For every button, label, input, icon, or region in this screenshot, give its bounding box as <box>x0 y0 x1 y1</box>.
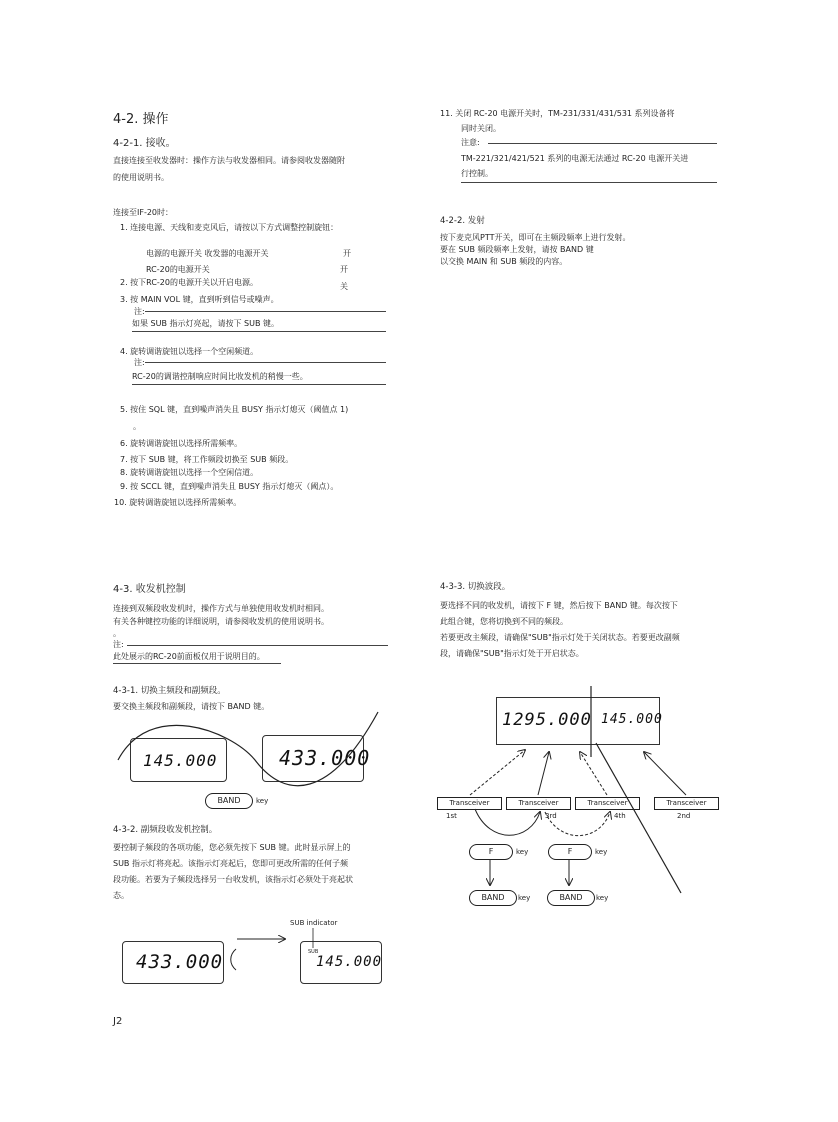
note-label: 注: <box>113 640 124 649</box>
note-text: 行控制。 <box>461 169 493 178</box>
paragraph-line: 要控制子频段的各项功能，您必须先按下 SUB 键。此时显示屏上的 <box>113 843 351 852</box>
frequency-readout: 1295.000 <box>502 710 592 730</box>
note-text: TM-221/321/421/521 系列的电源无法通过 RC-20 电源开关进 <box>461 154 689 163</box>
note-text: 此处展示的RC-20前面板仅用于说明目的。 <box>113 652 265 661</box>
page-number: J2 <box>113 1016 123 1027</box>
table-row-value: 开 <box>340 265 348 274</box>
table-row-value: 关 <box>340 282 348 291</box>
table-row-value: 开 <box>343 249 351 258</box>
arrow-line <box>644 752 686 795</box>
cycle-arrow <box>545 812 610 836</box>
step-4: 4. 旋转调谐旋钮以选择一个空闲频道。 <box>120 347 259 356</box>
step-8: 8. 旋转调谐旋钮以选择一个空闲信道。 <box>120 468 259 477</box>
frequency-readout: 433.000 <box>279 746 371 770</box>
order-label: 4th <box>614 812 626 820</box>
bracket-curve <box>231 949 236 970</box>
paragraph-line: 直接连接至收发器时：操作方法与收发器相同。请参阅收发器随附 <box>113 156 345 165</box>
paragraph-line: 按下麦克风PTT开关，即可在主频段频率上进行发射。 <box>440 233 631 242</box>
note-label: 注: <box>134 358 145 367</box>
key-label: key <box>518 894 531 902</box>
note-label: 注: <box>134 307 145 316</box>
arrow-line <box>470 750 525 795</box>
paragraph-line: SUB 指示灯将亮起。该指示灯亮起后，您即可更改所需的任何子频 <box>113 859 348 868</box>
key-label: key <box>596 894 609 902</box>
transceiver-box: Transceiver <box>654 797 719 810</box>
paragraph-line: 的使用说明书。 <box>113 173 169 182</box>
band-key[interactable]: BAND <box>547 890 595 906</box>
arrow-line <box>580 752 607 795</box>
paragraph-line: 段功能。若要为子频段选择另一台收发机，该指示灯必须处于亮起状 <box>113 875 353 884</box>
transceiver-box: Transceiver <box>437 797 502 810</box>
step-5: 5. 按住 SQL 键，直到噪声消失且 BUSY 指示灯熄灭（阈值点 1) <box>120 405 349 414</box>
table-row-label: 电源的电源开关 收发器的电源开关 <box>146 249 269 258</box>
step-7: 7. 按下 SUB 键，将工作频段切换至 SUB 频段。 <box>120 455 294 464</box>
step-5-cont: 。 <box>133 422 141 431</box>
key-label: key <box>256 797 269 805</box>
if20-heading: 连接至IF-20时： <box>113 208 174 217</box>
section-4-2-title: 4-2. 操作 <box>113 112 169 127</box>
section-4-3-1-title: 4-3-1. 切换主频段和副频段。 <box>113 686 226 696</box>
paragraph-line: 态。 <box>113 891 129 900</box>
section-4-3-3-title: 4-3-3. 切换波段。 <box>440 582 511 592</box>
table-row-label: RC-20的电源开关 <box>146 265 210 274</box>
paragraph-line: 连接到双频段收发机时，操作方式与单独使用收发机时相同。 <box>113 604 329 613</box>
note-label: 注意: <box>461 138 480 147</box>
item-11: 11. 关闭 RC-20 电源开关时，TM-231/331/431/531 系列设备将 <box>440 109 675 118</box>
f-key[interactable]: F <box>548 844 592 860</box>
frequency-readout: 433.000 <box>136 951 224 973</box>
paragraph-line: 要在 SUB 频段频率上发射，请按 BAND 键 <box>440 245 594 254</box>
section-4-2-1-title: 4-2-1. 接收。 <box>113 138 176 149</box>
section-4-3-title: 4-3. 收发机控制 <box>113 584 186 595</box>
transceiver-box: Transceiver <box>575 797 640 810</box>
sub-indicator-mark: SUB <box>308 949 319 955</box>
section-4-3-2-title: 4-3-2. 副频段收发机控制。 <box>113 825 218 835</box>
note-text: 如果 SUB 指示灯亮起，请按下 SUB 键。 <box>132 319 280 328</box>
paragraph-line: 。 <box>113 629 121 638</box>
frequency-readout: 145.000 <box>601 712 663 727</box>
divider-line <box>596 743 681 893</box>
wave-curve <box>118 712 378 786</box>
item-11-cont: 同时关闭。 <box>461 124 501 133</box>
step-3: 3. 按 MAIN VOL 键，直到听到信号或噪声。 <box>120 295 279 304</box>
arrow-line <box>538 752 549 795</box>
section-4-2-2-title: 4-2-2. 发射 <box>440 216 485 226</box>
step-2: 2. 按下RC-20的电源开关以开启电源。 <box>120 278 258 287</box>
step-10: 10. 旋转调谐旋钮以选择所需频率。 <box>114 498 242 507</box>
step-9: 9. 按 SCCL 键，直到噪声消失且 BUSY 指示灯熄灭（阈点）。 <box>120 482 339 491</box>
paragraph-line: 要交换主频段和副频段，请按下 BAND 键。 <box>113 702 270 711</box>
frequency-readout: 145.000 <box>316 954 383 970</box>
order-label: 3rd <box>545 812 557 820</box>
transceiver-box: Transceiver <box>506 797 571 810</box>
paragraph-line: 若要更改主频段，请确保"SUB"指示灯处于关闭状态。若要更改副频 <box>440 633 680 642</box>
paragraph-line: 以交换 MAIN 和 SUB 频段的内容。 <box>440 257 568 266</box>
order-label: 2nd <box>677 812 691 820</box>
paragraph-line: 有关各种键控功能的详细说明，请参阅收发机的使用说明书。 <box>113 617 329 626</box>
band-key[interactable]: BAND <box>205 793 253 809</box>
step-1: 1. 连接电源、天线和麦克风后，请按以下方式调整控制旋钮： <box>120 223 339 232</box>
band-key[interactable]: BAND <box>469 890 517 906</box>
paragraph-line: 要选择不同的收发机，请按下 F 键，然后按下 BAND 键。每次按下 <box>440 601 678 610</box>
sub-indicator-label: SUB indicator <box>290 919 338 927</box>
note-text: RC-20的调谐控制响应时间比收发机的稍慢一些。 <box>132 372 308 381</box>
cycle-arrow <box>475 809 540 835</box>
order-label: 1st <box>446 812 457 820</box>
paragraph-line: 段，请确保"SUB"指示灯处于开启状态。 <box>440 649 584 658</box>
paragraph-line: 此组合键，您将切换到不同的频段。 <box>440 617 568 626</box>
step-6: 6. 旋转调谐旋钮以选择所需频率。 <box>120 439 243 448</box>
key-label: key <box>595 848 608 856</box>
frequency-readout: 145.000 <box>143 751 218 770</box>
f-key[interactable]: F <box>469 844 513 860</box>
key-label: key <box>516 848 529 856</box>
